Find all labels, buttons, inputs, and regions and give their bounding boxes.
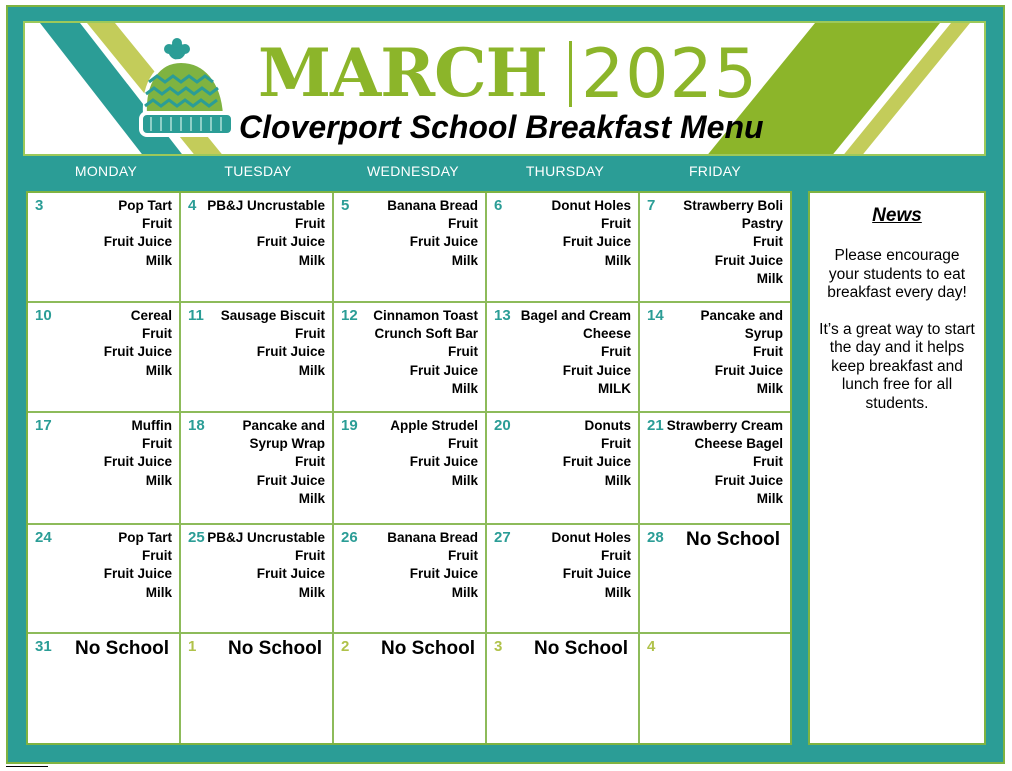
day-number: 4 [647, 638, 656, 655]
menu-items [552, 197, 632, 270]
day-number: 19 [341, 417, 358, 434]
menu-item: Milk [298, 490, 325, 506]
menu-item: Fruit Juice [409, 234, 478, 250]
news-title: News [872, 205, 922, 226]
menu-item: Fruit Juice [103, 344, 172, 360]
menu-item: Fruit [753, 344, 783, 360]
menu-item: Banana Bread [387, 198, 478, 213]
menu-item: Fruit Juice [103, 454, 172, 470]
menu-item: Fruit Juice [409, 362, 478, 378]
menu-item: Bagel and Cream [520, 308, 631, 323]
weekday-header-tuesday: TUESDAY [224, 163, 292, 179]
day-number: 2 [341, 638, 350, 655]
menu-item: Banana Bread [387, 530, 478, 545]
calendar-day-cell [28, 303, 181, 413]
calendar-day-cell [28, 193, 181, 303]
menu-item: Milk [604, 584, 631, 600]
menu-item: Fruit [601, 216, 631, 232]
menu-item: Fruit Juice [409, 454, 478, 470]
menu-item: Fruit [295, 548, 325, 564]
menu-items [387, 197, 478, 270]
menu-item: Fruit [142, 548, 172, 564]
news-paragraph: Please encourage your students to eat breakfast every day! [827, 247, 967, 301]
menu-item: Milk [298, 362, 325, 378]
calendar-day-cell [640, 303, 790, 413]
title-separator [569, 41, 572, 107]
calendar-day-cell [28, 634, 181, 743]
day-number: 14 [647, 307, 664, 324]
menu-item: Fruit [753, 234, 783, 250]
calendar-day-cell [640, 525, 790, 634]
menu-item: Fruit Juice [714, 252, 783, 268]
menu-item: PB&J Uncrustable [207, 198, 325, 213]
day-number: 11 [188, 307, 204, 324]
menu-item: Milk [604, 472, 631, 488]
menu-items [373, 307, 478, 398]
calendar-day-cell [28, 413, 181, 525]
menu-item: Syrup Wrap [249, 436, 325, 452]
menu-item: Pancake and [242, 418, 325, 433]
menu-item: Milk [145, 584, 172, 600]
menu-item: Fruit [142, 436, 172, 452]
calendar-grid [26, 191, 792, 745]
day-number: 20 [494, 417, 511, 434]
day-number: 3 [35, 197, 44, 214]
menu-items [521, 307, 631, 398]
menu-item: Fruit Juice [256, 344, 325, 360]
title-year: 2025 [581, 35, 759, 114]
day-number: 21 [647, 417, 664, 434]
menu-item: Pop Tart [118, 530, 172, 545]
menu-item: Fruit [142, 216, 172, 232]
menu-item: PB&J Uncrustable [207, 530, 325, 545]
menu-items [700, 307, 783, 398]
menu-item: Fruit Juice [562, 234, 631, 250]
menu-item: Milk [756, 490, 783, 506]
menu-item: Fruit [448, 344, 478, 360]
calendar-day-cell [334, 525, 487, 634]
menu-item: Milk [145, 252, 172, 268]
footer-mark [6, 766, 48, 770]
calendar-day-cell [28, 525, 181, 634]
day-number: 12 [341, 307, 358, 324]
menu-item: Fruit [295, 216, 325, 232]
menu-items [552, 529, 632, 602]
no-school-note: No School [686, 529, 780, 550]
menu-item: Fruit [601, 548, 631, 564]
menu-items [104, 307, 172, 380]
day-number: 31 [35, 638, 52, 655]
menu-item: Milk [604, 252, 631, 268]
menu-item: Donuts [584, 418, 631, 433]
menu-items [207, 197, 325, 270]
menu-item: Fruit Juice [256, 566, 325, 582]
no-school-note: No School [75, 638, 169, 659]
menu-item: Fruit Juice [256, 472, 325, 488]
menu-item: Fruit [601, 344, 631, 360]
menu-item: Milk [145, 362, 172, 378]
menu-item: Cinnamon Toast [373, 308, 478, 323]
menu-item: Donut Holes [551, 530, 631, 545]
calendar-day-cell [334, 634, 487, 743]
calendar-day-cell [181, 303, 334, 413]
menu-items [104, 197, 172, 270]
menu-item: Fruit Juice [562, 362, 631, 378]
calendar-day-cell [487, 634, 640, 743]
menu-items [387, 529, 478, 602]
calendar-day-cell [181, 193, 334, 303]
day-number: 10 [35, 307, 52, 324]
menu-item: Milk [756, 380, 783, 396]
menu-items [104, 529, 172, 602]
menu-item: Fruit [601, 436, 631, 452]
weekday-header-friday: FRIDAY [688, 163, 742, 179]
winter-hat-icon [139, 37, 239, 149]
no-school-note: No School [228, 638, 322, 659]
day-number: 27 [494, 529, 511, 546]
menu-item: Sausage Biscuit [220, 308, 325, 323]
day-number: 26 [341, 529, 358, 546]
menu-item: Milk [756, 270, 783, 286]
menu-item: Muffin [131, 418, 172, 433]
menu-item: Cereal [130, 308, 172, 323]
calendar-day-cell [640, 634, 790, 743]
menu-item: Crunch Soft Bar [374, 326, 478, 342]
menu-item: Fruit [448, 548, 478, 564]
menu-item: Fruit Juice [409, 566, 478, 582]
news-paragraph: It’s a great way to start the day and it helps keep breakfast and lunch free for all students. [819, 320, 975, 412]
calendar-day-cell [487, 303, 640, 413]
menu-item: Fruit [448, 216, 478, 232]
calendar-day-cell [487, 413, 640, 525]
menu-item: Donut Holes [551, 198, 631, 213]
day-number: 28 [647, 529, 664, 546]
menu-item: Cheese Bagel [694, 436, 783, 452]
menu-item: Fruit [295, 326, 325, 342]
menu-item: Fruit Juice [714, 362, 783, 378]
menu-item: Fruit Juice [103, 566, 172, 582]
menu-item: Fruit [448, 436, 478, 452]
weekday-header-thursday: THURSDAY [525, 163, 605, 179]
menu-item: Fruit Juice [562, 566, 631, 582]
menu-items [207, 529, 325, 602]
day-number: 18 [188, 417, 205, 434]
menu-item: Milk [451, 472, 478, 488]
calendar-day-cell [181, 413, 334, 525]
day-number: 7 [647, 197, 656, 214]
calendar-day-cell [334, 193, 487, 303]
day-number: 1 [188, 638, 197, 655]
menu-items [563, 417, 631, 490]
calendar-day-cell [487, 193, 640, 303]
menu-item: Fruit [142, 326, 172, 342]
menu-item: MILK [598, 380, 631, 396]
menu-item: Milk [298, 584, 325, 600]
calendar-day-cell [181, 634, 334, 743]
no-school-note: No School [381, 638, 475, 659]
menu-items [683, 197, 783, 288]
menu-item: Syrup [744, 326, 783, 342]
menu-item: Strawberry Cream [666, 418, 783, 433]
menu-item: Milk [451, 252, 478, 268]
day-number: 5 [341, 197, 350, 214]
menu-item: Pastry [741, 216, 783, 232]
menu-item: Fruit Juice [256, 234, 325, 250]
title-month: MARCH [258, 34, 548, 112]
calendar-day-cell [181, 525, 334, 634]
day-number: 25 [188, 529, 205, 546]
menu-item: Pop Tart [118, 198, 172, 213]
menu-item: Milk [145, 472, 172, 488]
news-body [810, 247, 984, 413]
day-number: 6 [494, 197, 503, 214]
day-number: 3 [494, 638, 503, 655]
day-number: 13 [494, 307, 511, 324]
menu-items [667, 417, 783, 508]
calendar-day-cell [487, 525, 640, 634]
news-panel [808, 191, 986, 745]
menu-items [242, 417, 325, 508]
calendar-day-cell [640, 193, 790, 303]
weekday-header-wednesday: WEDNESDAY [367, 163, 459, 179]
menu-item: Pancake and [700, 308, 783, 323]
menu-item: Milk [451, 380, 478, 396]
menu-item: Milk [298, 252, 325, 268]
menu-item: Fruit Juice [103, 234, 172, 250]
menu-items [390, 417, 478, 490]
menu-item: Cheese [582, 326, 631, 342]
calendar-day-cell [334, 413, 487, 525]
weekday-header-monday: MONDAY [74, 163, 138, 179]
calendar-day-cell [640, 413, 790, 525]
day-number: 17 [35, 417, 52, 434]
menu-items [104, 417, 172, 490]
menu-item: Fruit [295, 454, 325, 470]
menu-item: Fruit Juice [714, 472, 783, 488]
menu-subtitle: Cloverport School Breakfast Menu [239, 109, 764, 145]
header-banner [23, 21, 986, 156]
menu-item: Fruit [753, 454, 783, 470]
menu-item: Strawberry Boli [683, 198, 783, 213]
day-number: 24 [35, 529, 52, 546]
calendar-day-cell [334, 303, 487, 413]
no-school-note: No School [534, 638, 628, 659]
menu-item: Fruit Juice [562, 454, 631, 470]
day-number: 4 [188, 197, 197, 214]
menu-item: Apple Strudel [390, 418, 478, 433]
menu-item: Milk [451, 584, 478, 600]
menu-items [221, 307, 325, 380]
